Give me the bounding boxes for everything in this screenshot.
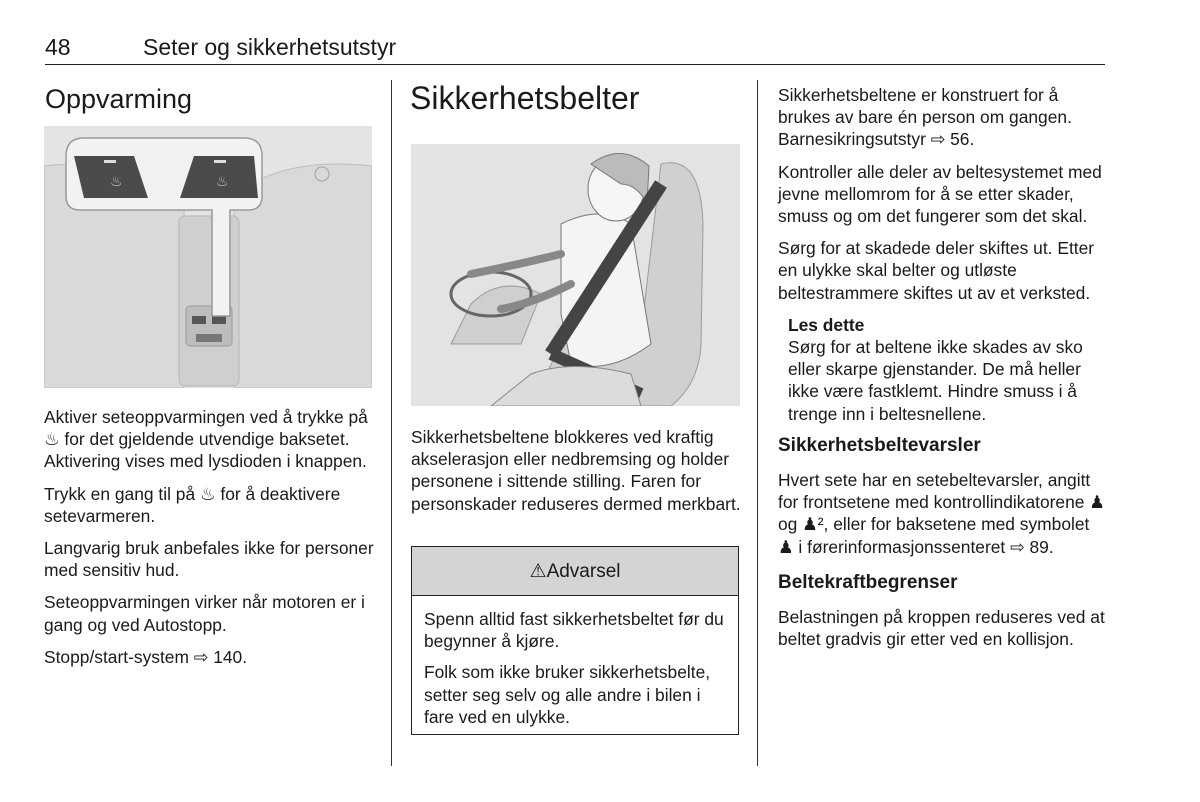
svg-text:♨: ♨ <box>216 174 229 190</box>
warning-box <box>411 546 739 735</box>
paragraph: Sikkerhetsbeltene er konstruert for å brukes av bare én person om gangen. Barnesikringsutstyr ⇨ 56. <box>778 85 1072 150</box>
right-column-text <box>778 84 1108 660</box>
note-text: Sørg for at beltene ikke skades av sko eller skarpe gjenstander. De må heller ikke være fastklemt. Hindre smuss i å trenge inn i beltesnellene. <box>788 337 1083 424</box>
page-header <box>45 34 1105 65</box>
note-title: Les dette <box>788 314 865 335</box>
column-divider-1 <box>391 80 392 766</box>
paragraph: Seteoppvarmingen virker når motoren er i gang og ved Autostopp. <box>44 592 365 635</box>
chapter-title: Seter og sikkerhetsutstyr <box>143 34 397 60</box>
warning-title: Advarsel <box>546 561 621 582</box>
heated-seat-buttons-illustration <box>44 126 372 388</box>
warning-paragraph: Spenn alltid fast sikkerhetsbeltet før du begynner å kjøre. <box>424 609 724 652</box>
cross-reference-link[interactable]: Stopp/start-system ⇨ 140. <box>44 646 248 667</box>
section-heading-sikkerhetsbelter: Sikkerhetsbelter <box>410 80 640 116</box>
svg-text:♨: ♨ <box>110 174 123 190</box>
warning-paragraph: Folk som ikke bruker sikkerhetsbelte, setter seg selv og alle andre i bilen i fare ved en ulykke. <box>424 662 711 727</box>
paragraph: Sørg for at skadede deler skiftes ut. Etter en ulykke skal belter og utløste beltestrammere skiftes ut av et verksted. <box>778 238 1095 303</box>
paragraph: Kontroller alle deler av beltesystemet med jevne mellomrom for å se etter skader, smuss og om det fungerer som det skal. <box>778 161 1102 227</box>
warning-triangle-icon: ⚠ <box>529 561 547 582</box>
column-divider-2 <box>757 80 758 766</box>
warning-header <box>412 547 738 596</box>
seatbelt-driver-illustration <box>411 144 740 406</box>
paragraph: Langvarig bruk anbefales ikke for personer med sensitiv hud. <box>44 538 374 581</box>
paragraph: Hvert sete har en setebeltevarsler, angitt for frontsetene med kontrollindikatorene ♟ og ♟², eller for baksetene med symbolet ♟ i førerinformasjonssenteret ⇨ 89. <box>778 470 1105 557</box>
warning-body <box>412 596 738 728</box>
section-heading-oppvarming: Oppvarming <box>45 84 193 114</box>
paragraph: Trykk en gang til på ♨ for å deaktivere setevarmeren. <box>44 483 341 526</box>
driver-with-belt-drawing <box>411 144 740 406</box>
middle-column-text <box>411 426 741 525</box>
paragraph: Sikkerhetsbeltene blokkeres ved kraftig akselerasjon eller nedbremsing og holder personene i sittende stilling. Faren for personskader reduseres dermed merkbart. <box>411 427 741 514</box>
left-column-text <box>44 406 374 678</box>
paragraph: Belastningen på kroppen reduseres ved at beltet gradvis gir etter ved en kollisjon. <box>778 607 1105 650</box>
subheading-sikkerhetsbeltevarsler: Sikkerhetsbeltevarsler <box>778 434 981 456</box>
rear-console-drawing <box>44 126 372 388</box>
page-number: 48 <box>45 34 71 60</box>
note-block <box>788 314 1108 425</box>
subheading-beltekraftbegrenser: Beltekraftbegrenser <box>778 571 958 593</box>
paragraph: Aktiver seteoppvarmingen ved å trykke på ♨ for det gjeldende utvendige baksetet. Aktivering vises med lysdioden i knappen. <box>44 407 368 472</box>
